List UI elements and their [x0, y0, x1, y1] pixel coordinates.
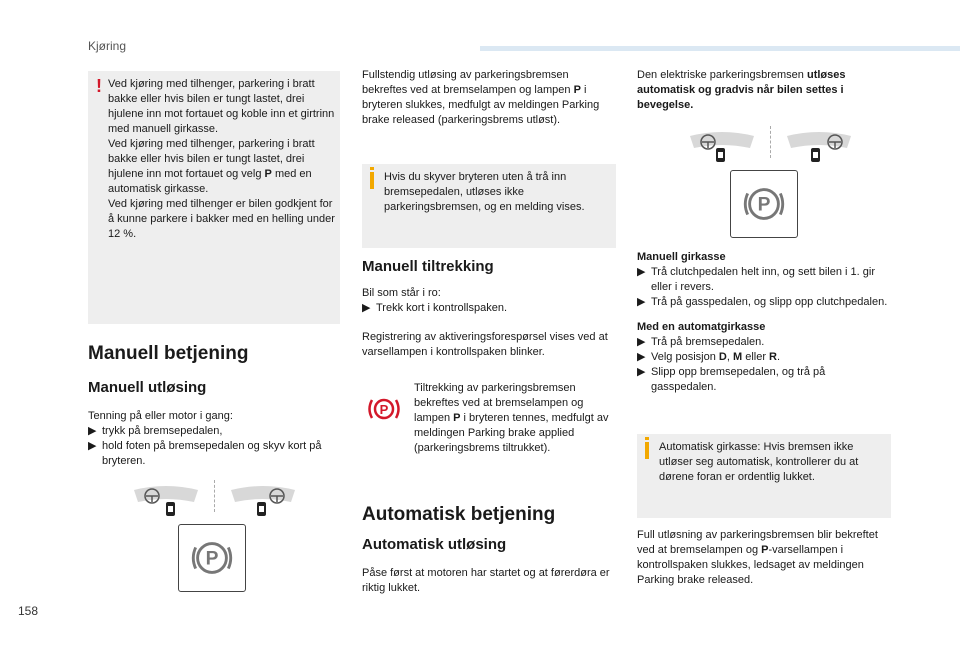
automatic-operation-title: Automatisk betjening	[362, 504, 556, 525]
manual-apply-intro: Bil som står i ro:	[362, 287, 441, 299]
automatic-gearbox-title: Med en automatgirkasse	[637, 321, 766, 333]
list-item: ▶ hold foten på bremsepedalen og skyv kort på bryteren.	[88, 440, 322, 467]
list-item: ▶ Trå clutchpedalen helt inn, og sett bilen i 1. gir eller i revers.	[637, 266, 876, 293]
warning-text-1: Ved kjøring med tilhenger, parkering i bratt bakke eller hvis bilen er tungt lastet, drei hjulene inn mot fortauet og koble inn et girtrinn med manuell girkasse.	[108, 78, 335, 135]
list-item: ▶ Trå på bremsepedalen.	[637, 336, 765, 348]
manual-gearbox-title: Manuell girkasse	[637, 251, 726, 263]
manual-operation-title: Manuell betjening	[88, 343, 249, 364]
request-registered-text: Registrering av aktiveringsforespørsel vises ved at varsellampen i kontrollspaken blinker.	[362, 331, 608, 358]
parking-brake-switch-icon	[730, 170, 798, 238]
info-text-automatic: Automatisk girkasse: Hvis bremsen ikke utløser seg automatisk, kontrollerer du at dørene foran er ordentlig lukket.	[659, 441, 859, 483]
arrow-bullet-icon: ▶	[637, 266, 646, 278]
full-release-text: Fullstendig utløsing av parkeringsbremsen bekreftes ved at bremselampen og lampen P i bryteren slukkes, medfulgt av meldingen Parking brake released (parkeringsbrems utløst).	[362, 69, 600, 126]
section-label: Kjøring	[88, 39, 127, 53]
manual-release-subtitle: Manuell utløsing	[88, 379, 207, 396]
automatic-release-subtitle: Automatisk utløsing	[362, 536, 507, 553]
arrow-bullet-icon: ▶	[88, 440, 97, 452]
arrow-bullet-icon: ▶	[637, 336, 646, 348]
list-item: ▶ Velg posisjon D, M eller R.	[637, 351, 781, 363]
pedal-illustration-2	[686, 126, 855, 166]
warning-text-2: Ved kjøring med tilhenger, parkering i bratt bakke eller hvis bilen er tungt lastet, drei hjulene inn mot fortauet og velg P med en automatisk girkasse.	[108, 138, 315, 195]
svg-text:P: P	[757, 194, 771, 216]
automatic-release-text: Påse først at motoren har startet og at førerdøra er riktig lukket.	[362, 567, 610, 594]
clutch-pedal-icon	[783, 126, 855, 166]
list-item: ▶ trykk på bremsepedalen,	[88, 425, 223, 437]
list-item: ▶ Trekk kort i kontrollspaken.	[362, 302, 508, 314]
pedal-illustration	[130, 480, 299, 520]
svg-text:P: P	[379, 402, 389, 417]
full-release-confirm-text: Full utløsning av parkeringsbremsen blir bekreftet ved at bremselampen og P-varsellampen i kontrollspaken slukkes, ledsaget av meldingen Parking brake released.	[637, 529, 878, 586]
manual-apply-subtitle: Manuell tiltrekking	[362, 258, 494, 275]
svg-text:P: P	[205, 548, 219, 570]
clutch-pedal-icon	[227, 480, 299, 520]
list-item: ▶ Slipp opp bremsepedalen, og trå på gasspedalen.	[637, 366, 826, 393]
parking-brake-switch-icon	[178, 524, 246, 592]
brake-pedal-icon	[686, 126, 758, 166]
auto-release-intro: Den elektriske parkeringsbremsen utløses automatisk og gradvis når bilen settes i bevegelse.	[637, 69, 846, 111]
info-box-release	[362, 164, 616, 248]
arrow-bullet-icon: ▶	[637, 296, 646, 308]
arrow-bullet-icon: ▶	[362, 302, 371, 314]
warning-box	[88, 71, 340, 324]
info-text-release: Hvis du skyver bryteren uten å trå inn bremsepedalen, utløses ikke parkeringsbremsen, og en melding vises.	[384, 171, 585, 213]
warning-text-3: Ved kjøring med tilhenger er bilen godkjent for å kunne parkere i bakker med en helling under 12 %.	[108, 198, 335, 240]
apply-confirm-text: Tiltrekking av parkeringsbremsen bekreftes ved at bremselampen og lampen P i bryteren tennes, medfulgt av meldingen Parking brake applied (parkeringsbrems tiltrukket).	[414, 382, 609, 454]
page-number: 158	[18, 604, 39, 618]
warning-icon: !	[96, 76, 102, 96]
info-icon	[370, 172, 374, 189]
arrow-bullet-icon: ▶	[637, 366, 646, 378]
info-icon	[645, 442, 649, 459]
header-bar	[480, 46, 960, 51]
info-box-automatic	[637, 434, 891, 518]
arrow-bullet-icon: ▶	[637, 351, 646, 363]
arrow-bullet-icon: ▶	[88, 425, 97, 437]
parking-brake-warning-icon	[364, 394, 404, 424]
brake-pedal-icon	[130, 480, 202, 520]
list-item: ▶ Trå på gasspedalen, og slipp opp clutchpedalen.	[637, 296, 888, 308]
manual-release-intro: Tenning på eller motor i gang:	[88, 410, 233, 422]
